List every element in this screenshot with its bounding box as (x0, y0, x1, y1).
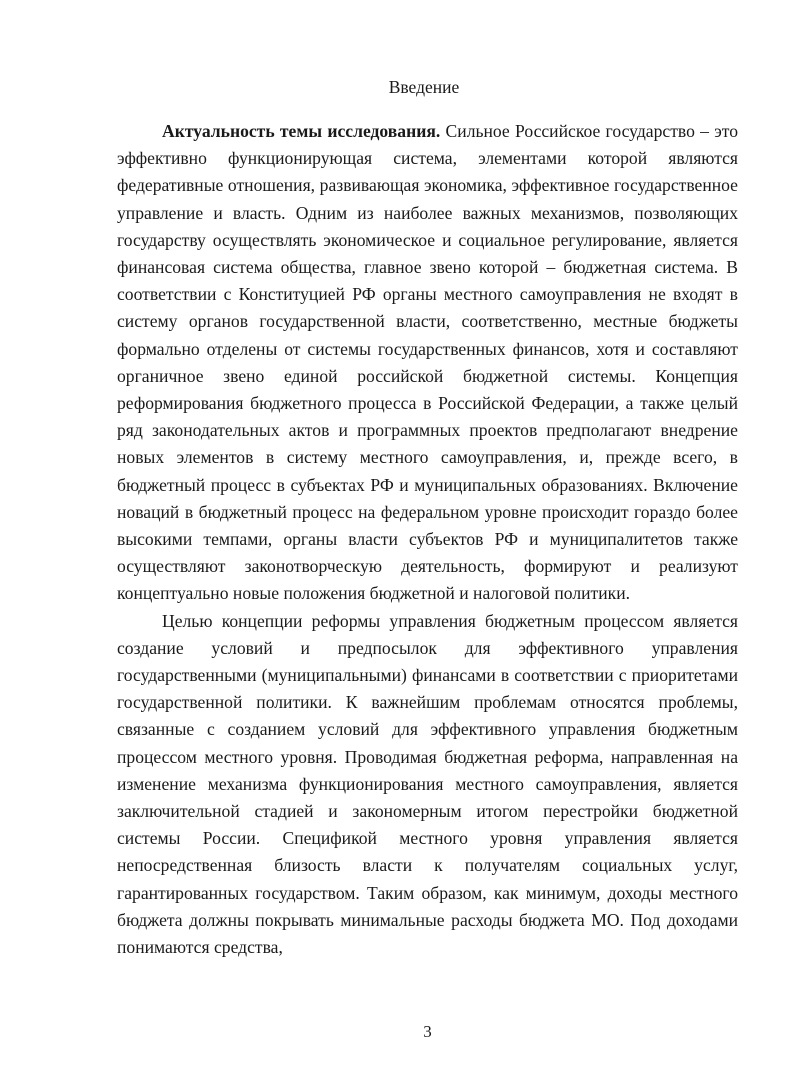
paragraph-lead: Актуальность темы исследования. (162, 121, 441, 141)
paragraph-relevance (117, 118, 738, 608)
paragraph-text: Сильное Российское государство – это эффективно функционирующая система, элементами которой являются федеративные отношения, развивающая экономика, эффективное государственное управление и власть. Одним из наиболее важных механизмов, позволяющих государству осуществлять экономическое и социальное регулирование, является финансовая система общества, главное звено которой – бюджетная система. В соответствии с Конституцией РФ органы местного самоуправления не входят в систему органов государственной власти, соответственно, местные бюджеты формально отделены от системы государственных финансов, хотя и составляют органичное звено единой российской бюджетной системы. Концепция реформирования бюджетного процесса в Российской Федерации, а также целый ряд законодательных актов и программных проектов предполагают внедрение новых элементов в систему местного самоуправления, и, прежде всего, в бюджетный процесс в субъектах РФ и муниципальных образованиях. Включение новаций в бюджетный процесс на федеральном уровне происходит гораздо более высокими темпами, органы власти субъектов РФ и муниципалитетов также осуществляют законотворческую деятельность, формируют и реализуют концептуально новые положения бюджетной и налоговой политики. (117, 121, 738, 604)
body-text (117, 118, 738, 961)
section-heading: Введение (388, 77, 460, 97)
page-number: 3 (423, 1022, 432, 1041)
paragraph-goal: Целью концепции реформы управления бюджетным процессом является создание условий и предпосылок для эффективного управления государственными (муниципальными) финансами в соответствии с приоритетами государственной политики. К важнейшим проблемам относятся проблемы, связанные с созданием условий для эффективного управления бюджетным процессом местного уровня. Проводимая бюджетная реформа, направленная на изменение механизма функционирования местного самоуправления, является заключительной стадией и закономерным итогом перестройки бюджетной системы России. Спецификой местного уровня управления является непосредственная близость власти к получателям социальных услуг, гарантированных государством. Таким образом, как минимум, доходы местного бюджета должны покрывать минимальные расходы бюджета МО. Под доходами понимаются средства, (117, 610, 738, 958)
